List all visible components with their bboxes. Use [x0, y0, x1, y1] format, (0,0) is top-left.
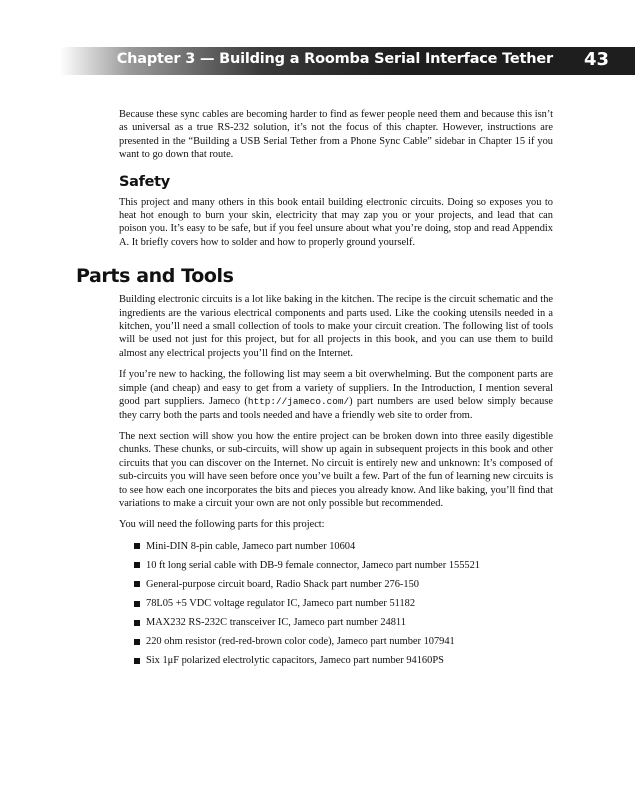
list-item	[119, 597, 553, 610]
list-item	[119, 616, 553, 629]
parts-paragraph-4: You will need the following parts for this project:	[119, 519, 325, 531]
list-item	[119, 540, 553, 553]
page-number: 43	[583, 49, 609, 70]
bullet-icon	[134, 581, 140, 587]
bullet-icon	[134, 658, 140, 664]
chapter-title: Chapter 3 — Building a Roomba Serial Interface Tether	[116, 51, 553, 67]
list-item-text: MAX232 RS-232C transceiver IC, Jameco part number 24811	[146, 617, 406, 629]
list-item-text: General-purpose circuit board, Radio Shack part number 276-150	[146, 578, 419, 590]
list-item	[119, 559, 553, 572]
parts-paragraph-2	[119, 368, 553, 422]
paragraph-2-text-after: ) part numbers are used below simply because they carry both the parts and tools needed and have a friendly web site to order from.	[119, 396, 553, 421]
list-item	[119, 654, 553, 667]
parts-tools-heading: Parts and Tools	[76, 265, 234, 288]
bullet-icon	[134, 620, 140, 626]
safety-heading: Safety	[119, 173, 170, 190]
parts-paragraph-1: Building electronic circuits is a lot like baking in the kitchen. The recipe is the circuit schematic and the ingredients are the various electrical components and parts used. Like the cooking utensils needed in a kitchen, you’ll need a small collection of tools to make your circuit creation. The following list of tools will be used not just for this project, but for all projects in this book, and you can use them to build almost any electrical projects you’ll find on the Internet.	[119, 294, 553, 359]
bullet-icon	[134, 639, 140, 645]
parts-paragraph-3: The next section will show you how the entire project can be broken down into three easily digestible chunks. These chunks, or sub-circuits, will show up again in subsequent projects in this book and other circuits that you can discover on the Internet. No circuit is entirely new and unknown: It’s composed of sub-circuits you will have seen before once you’ve built a few. Part of the fun of learning new circuits is to see how each one incorporates the bits and pieces you already know. And like baking, you’ll find that variations to make a circuit your own are not only possible but recommended.	[119, 430, 553, 509]
safety-paragraph: This project and many others in this book entail building electronic circuits. Doing so exposes you to heat hot enough to burn your skin, electricity that may zap you or your projects, and lead that can poison you. It’s easy to be safe, but if you feel unsure about what you’re doing, stop and read Appendix A. It briefly covers how to solder and how to properly ground yourself.	[119, 196, 553, 248]
list-item-text: 10 ft long serial cable with DB-9 female connector, Jameco part number 155521	[146, 559, 480, 571]
chapter-header-bar	[60, 47, 635, 75]
list-item-text: 220 ohm resistor (red-red-brown color code), Jameco part number 107941	[146, 636, 455, 648]
list-item	[119, 578, 553, 591]
list-item-text: 78L05 +5 VDC voltage regulator IC, Jameco part number 51182	[146, 598, 416, 610]
list-item-text: Six 1μF polarized electrolytic capacitors, Jameco part number 94160PS	[146, 655, 444, 667]
paragraph-2-text-before: If you’re new to hacking, the following list may seem a bit overwhelming. But the component parts are simple (and cheap) and easy to get from a variety of suppliers. In the Introduction, I mention several good part suppliers. Jameco (	[119, 369, 553, 408]
jameco-url: http://jameco.com/	[247, 396, 350, 408]
bullet-icon	[134, 601, 140, 607]
parts-list	[119, 540, 553, 668]
bullet-icon	[134, 562, 140, 568]
list-item	[119, 635, 553, 648]
intro-paragraph: Because these sync cables are becoming harder to find as fewer people need them and because this isn’t as universal as a true RS-232 solution, it’s not the focus of this chapter. However, instructions are presented in the “Building a USB Serial Tether from a Phone Sync Cable” sidebar in Chapter 15 if you want to go down that route.	[119, 109, 553, 161]
list-item-text: Mini-DIN 8-pin cable, Jameco part number 10604	[146, 540, 356, 552]
bullet-icon	[134, 543, 140, 549]
page-body	[76, 108, 553, 673]
